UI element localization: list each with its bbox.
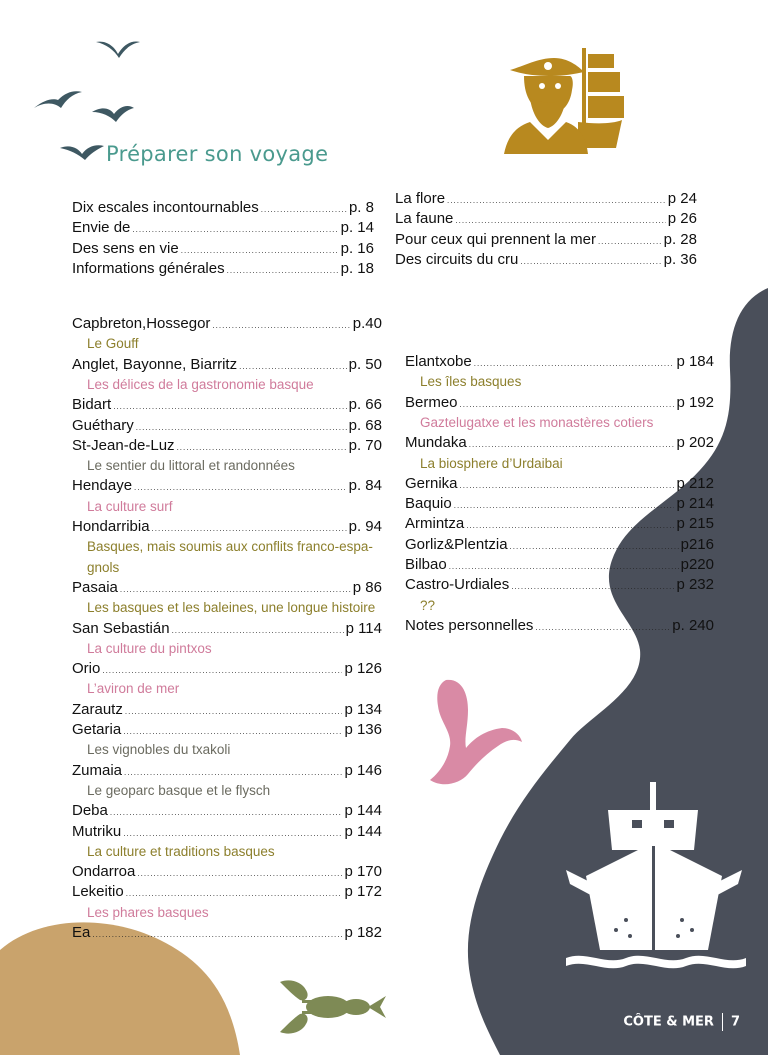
toc-entry (72, 619, 382, 641)
toc-entry-label: Deba (72, 802, 108, 820)
toc-entry-label: Informations générales (72, 259, 225, 277)
toc-entry (405, 433, 714, 455)
toc-entry-label: Bilbao (405, 556, 447, 573)
toc-entry (72, 862, 382, 884)
toc-entry-label: Armintza (405, 515, 465, 533)
toc-entry-label: Elantxobe (405, 353, 472, 370)
toc-entry-label: Ea (72, 924, 91, 941)
toc-entry (395, 230, 697, 252)
toc-entry-label: La faune (395, 210, 454, 228)
dot-leader (102, 659, 342, 681)
dot-leader (124, 761, 342, 783)
dot-leader (535, 616, 670, 638)
dot-leader (136, 416, 347, 438)
toc-entry-page: p 212 (676, 474, 714, 492)
toc-entry-label: Getaria (72, 721, 122, 738)
toc-entry (72, 801, 382, 823)
toc-entry (72, 700, 382, 722)
dot-leader (510, 535, 679, 557)
dot-leader (177, 436, 347, 458)
dot-leader (449, 555, 679, 577)
toc-entry-page: p 172 (344, 883, 382, 901)
toc-entry-label: Des circuits du cru (395, 250, 519, 268)
dot-leader (460, 474, 675, 496)
toc-subtopic: Les phares basques (87, 904, 209, 920)
dot-leader (125, 700, 343, 722)
toc-entry-page: p220 (680, 556, 714, 573)
toc-entry (405, 535, 714, 557)
toc-subtopic: ?? (420, 597, 436, 613)
toc-entry-page: p 232 (676, 576, 714, 594)
toc-entry-page: p. 8 (348, 199, 374, 216)
dot-leader (469, 433, 675, 455)
page-number: 7 (730, 1014, 740, 1030)
toc-entry-label: Guéthary (72, 416, 134, 434)
dot-leader (227, 259, 339, 281)
toc-entry-label: Notes personnelles (405, 616, 534, 634)
toc-entry (72, 923, 382, 945)
toc-entry-label: Anglet, Bayonne, Biarritz (72, 355, 238, 373)
toc-entry-label: Gorliz&Plentzia (405, 535, 508, 553)
dot-leader (110, 801, 343, 823)
toc-entry-label: Hendaye (72, 477, 133, 495)
toc-entry-page: p. 66 (348, 396, 382, 414)
toc-entry-label: Gernika (405, 474, 458, 492)
toc-entry-label: Mundaka (405, 434, 467, 452)
toc-subtopic: Le sentier du littoral et randonnées (87, 458, 295, 474)
toc-subtopic: Le Gouff (87, 336, 139, 352)
dot-leader (137, 862, 342, 884)
toc-entry-page: p 26 (667, 210, 697, 228)
toc-entry-page: p. 68 (348, 416, 382, 434)
toc-entry (395, 250, 697, 272)
toc-entry-page: p.40 (352, 315, 382, 332)
toc-entry-label: Mutriku (72, 822, 122, 840)
toc-subtopic: La biosphere d’Urdaibai (420, 455, 563, 471)
dot-leader (474, 352, 675, 374)
toc-entry-page: p 24 (667, 190, 697, 207)
toc-entry-label: Pour ceux qui prennent la mer (395, 230, 596, 248)
dot-leader (598, 230, 662, 252)
toc-entry (405, 393, 714, 415)
toc-subtopic: gnols (87, 559, 120, 575)
toc-subtopic: L’aviron de mer (87, 681, 180, 697)
toc-entry (405, 474, 714, 496)
dot-leader (212, 314, 350, 336)
dot-leader (134, 476, 347, 498)
toc-entry-page: p. 28 (663, 230, 697, 248)
toc-entry (405, 494, 714, 516)
toc-entry (395, 209, 697, 231)
toc-entry (72, 239, 374, 261)
dot-leader (132, 218, 338, 240)
toc-entry (405, 514, 714, 536)
toc-entry-page: p. 240 (672, 616, 714, 634)
toc-entry-page: p. 14 (340, 219, 374, 237)
toc-entry-label: La flore (395, 190, 446, 207)
dot-leader (454, 494, 675, 516)
dot-leader (511, 575, 674, 597)
toc-entry-page: p 146 (344, 761, 382, 779)
dot-leader (152, 517, 347, 539)
toc-entry-page: p 184 (676, 353, 714, 370)
toc-entry-page: p 126 (344, 660, 382, 678)
toc-entry-page: p. 16 (340, 239, 374, 257)
toc-entry-page: p 170 (344, 863, 382, 881)
section-title: Préparer son voyage (106, 142, 329, 166)
dot-leader (126, 882, 343, 904)
toc-entry-page: p. 18 (340, 259, 374, 277)
toc-entry-label: Zumaia (72, 761, 123, 779)
toc-entry (405, 575, 714, 597)
dot-leader (455, 209, 665, 231)
toc-subtopic: Les vignobles du txakoli (87, 742, 231, 758)
toc-entry (72, 416, 382, 438)
toc-entry (72, 720, 382, 742)
dot-leader (466, 514, 674, 536)
dot-leader (123, 720, 342, 742)
toc-entry (72, 259, 374, 281)
toc-subtopic: Les délices de la gastronomie basque (87, 376, 314, 392)
toc-entry-label: Ondarroa (72, 863, 136, 881)
toc-subtopic: Gaztelugatxe et les monastères cotiers (420, 414, 654, 430)
toc-entry-label: Envie de (72, 219, 131, 237)
toc-entry-label: San Sebastián (72, 619, 170, 637)
toc-entry (405, 616, 714, 638)
toc-entry (72, 355, 382, 377)
toc-subtopic: La culture et traditions basques (87, 843, 275, 859)
toc-entry-page: p 192 (676, 393, 714, 411)
dot-leader (460, 393, 675, 415)
toc-subtopic: Basques, mais soumis aux conflits franco-espa- (87, 539, 373, 555)
toc-entry-label: Lekeitio (72, 883, 124, 901)
ship-icon (566, 780, 746, 980)
toc-entry-label: Hondarribia (72, 518, 150, 535)
toc-entry-page: p 215 (676, 515, 714, 533)
dot-leader (92, 923, 342, 945)
toc-entry-label: Orio (72, 660, 101, 678)
dot-leader (172, 619, 344, 641)
dot-leader (181, 239, 339, 261)
toc-subtopic: Les îles basques (420, 374, 522, 390)
dot-leader (120, 578, 351, 600)
dot-leader (123, 822, 342, 844)
toc-entry (72, 314, 382, 336)
toc-entry-label: Bidart (72, 396, 112, 414)
lobster-icon (276, 976, 388, 1038)
toc-entry (72, 476, 382, 498)
toc-entry-label: Des sens en vie (72, 239, 179, 257)
toc-entry (72, 578, 382, 600)
toc-entry-label: Castro-Urdiales (405, 576, 510, 594)
toc-entry (72, 517, 382, 539)
toc-subtopic: La culture du pintxos (87, 640, 212, 656)
toc-entry-page: p216 (680, 535, 714, 553)
toc-entry-page: p 136 (344, 721, 382, 738)
dot-leader (239, 355, 347, 377)
toc-entry (72, 659, 382, 681)
toc-entry (395, 189, 697, 211)
dot-leader (520, 250, 661, 272)
toc-entry (72, 761, 382, 783)
pirate-ship-icon (504, 44, 628, 158)
toc-entry (72, 198, 374, 220)
toc-entry-page: p 134 (344, 700, 382, 718)
toc-entry-page: p 114 (345, 619, 382, 637)
toc-entry (72, 395, 382, 417)
toc-entry-label: Pasaia (72, 578, 118, 596)
toc-subtopic: Les basques et les baleines, une longue histoire (87, 600, 376, 616)
dot-leader (113, 395, 346, 417)
toc-subtopic: La culture surf (87, 498, 173, 514)
toc-entry-page: p 182 (344, 924, 382, 941)
toc-entry-label: Capbreton,Hossegor (72, 315, 211, 332)
toc-entry-page: p. 36 (663, 250, 697, 268)
toc-entry-page: p. 70 (348, 436, 382, 454)
toc-entry-page: p. 94 (348, 518, 382, 535)
toc-entry (405, 555, 714, 577)
toc-entry-page: p. 50 (348, 355, 382, 373)
dot-leader (447, 189, 666, 211)
toc-entry-page: p 144 (344, 822, 382, 840)
toc-entry (72, 436, 382, 458)
toc-subtopic: Le geoparc basque et le flysch (87, 782, 271, 798)
footer-section: CÔTE & MER (623, 1014, 714, 1030)
toc-entry-page: p 214 (676, 495, 714, 513)
footer-divider (722, 1013, 723, 1031)
page-footer (623, 1013, 740, 1031)
toc-entry (405, 352, 714, 374)
toc-entry-label: St-Jean-de-Luz (72, 436, 175, 454)
toc-entry-page: p. 84 (348, 477, 382, 495)
toc-entry-label: Bermeo (405, 393, 458, 411)
dot-leader (261, 198, 347, 220)
toc-entry-page: p 86 (352, 578, 382, 596)
toc-entry-label: Baquio (405, 495, 452, 513)
toc-entry-page: p 202 (676, 434, 714, 452)
toc-entry (72, 882, 382, 904)
toc-entry (72, 822, 382, 844)
toc-entry-label: Zarautz (72, 700, 123, 718)
toc-entry (72, 218, 374, 240)
whale-tail-icon (424, 676, 524, 786)
toc-entry-label: Dix escales incontournables (72, 199, 259, 216)
toc-entry-page: p 144 (344, 802, 382, 820)
